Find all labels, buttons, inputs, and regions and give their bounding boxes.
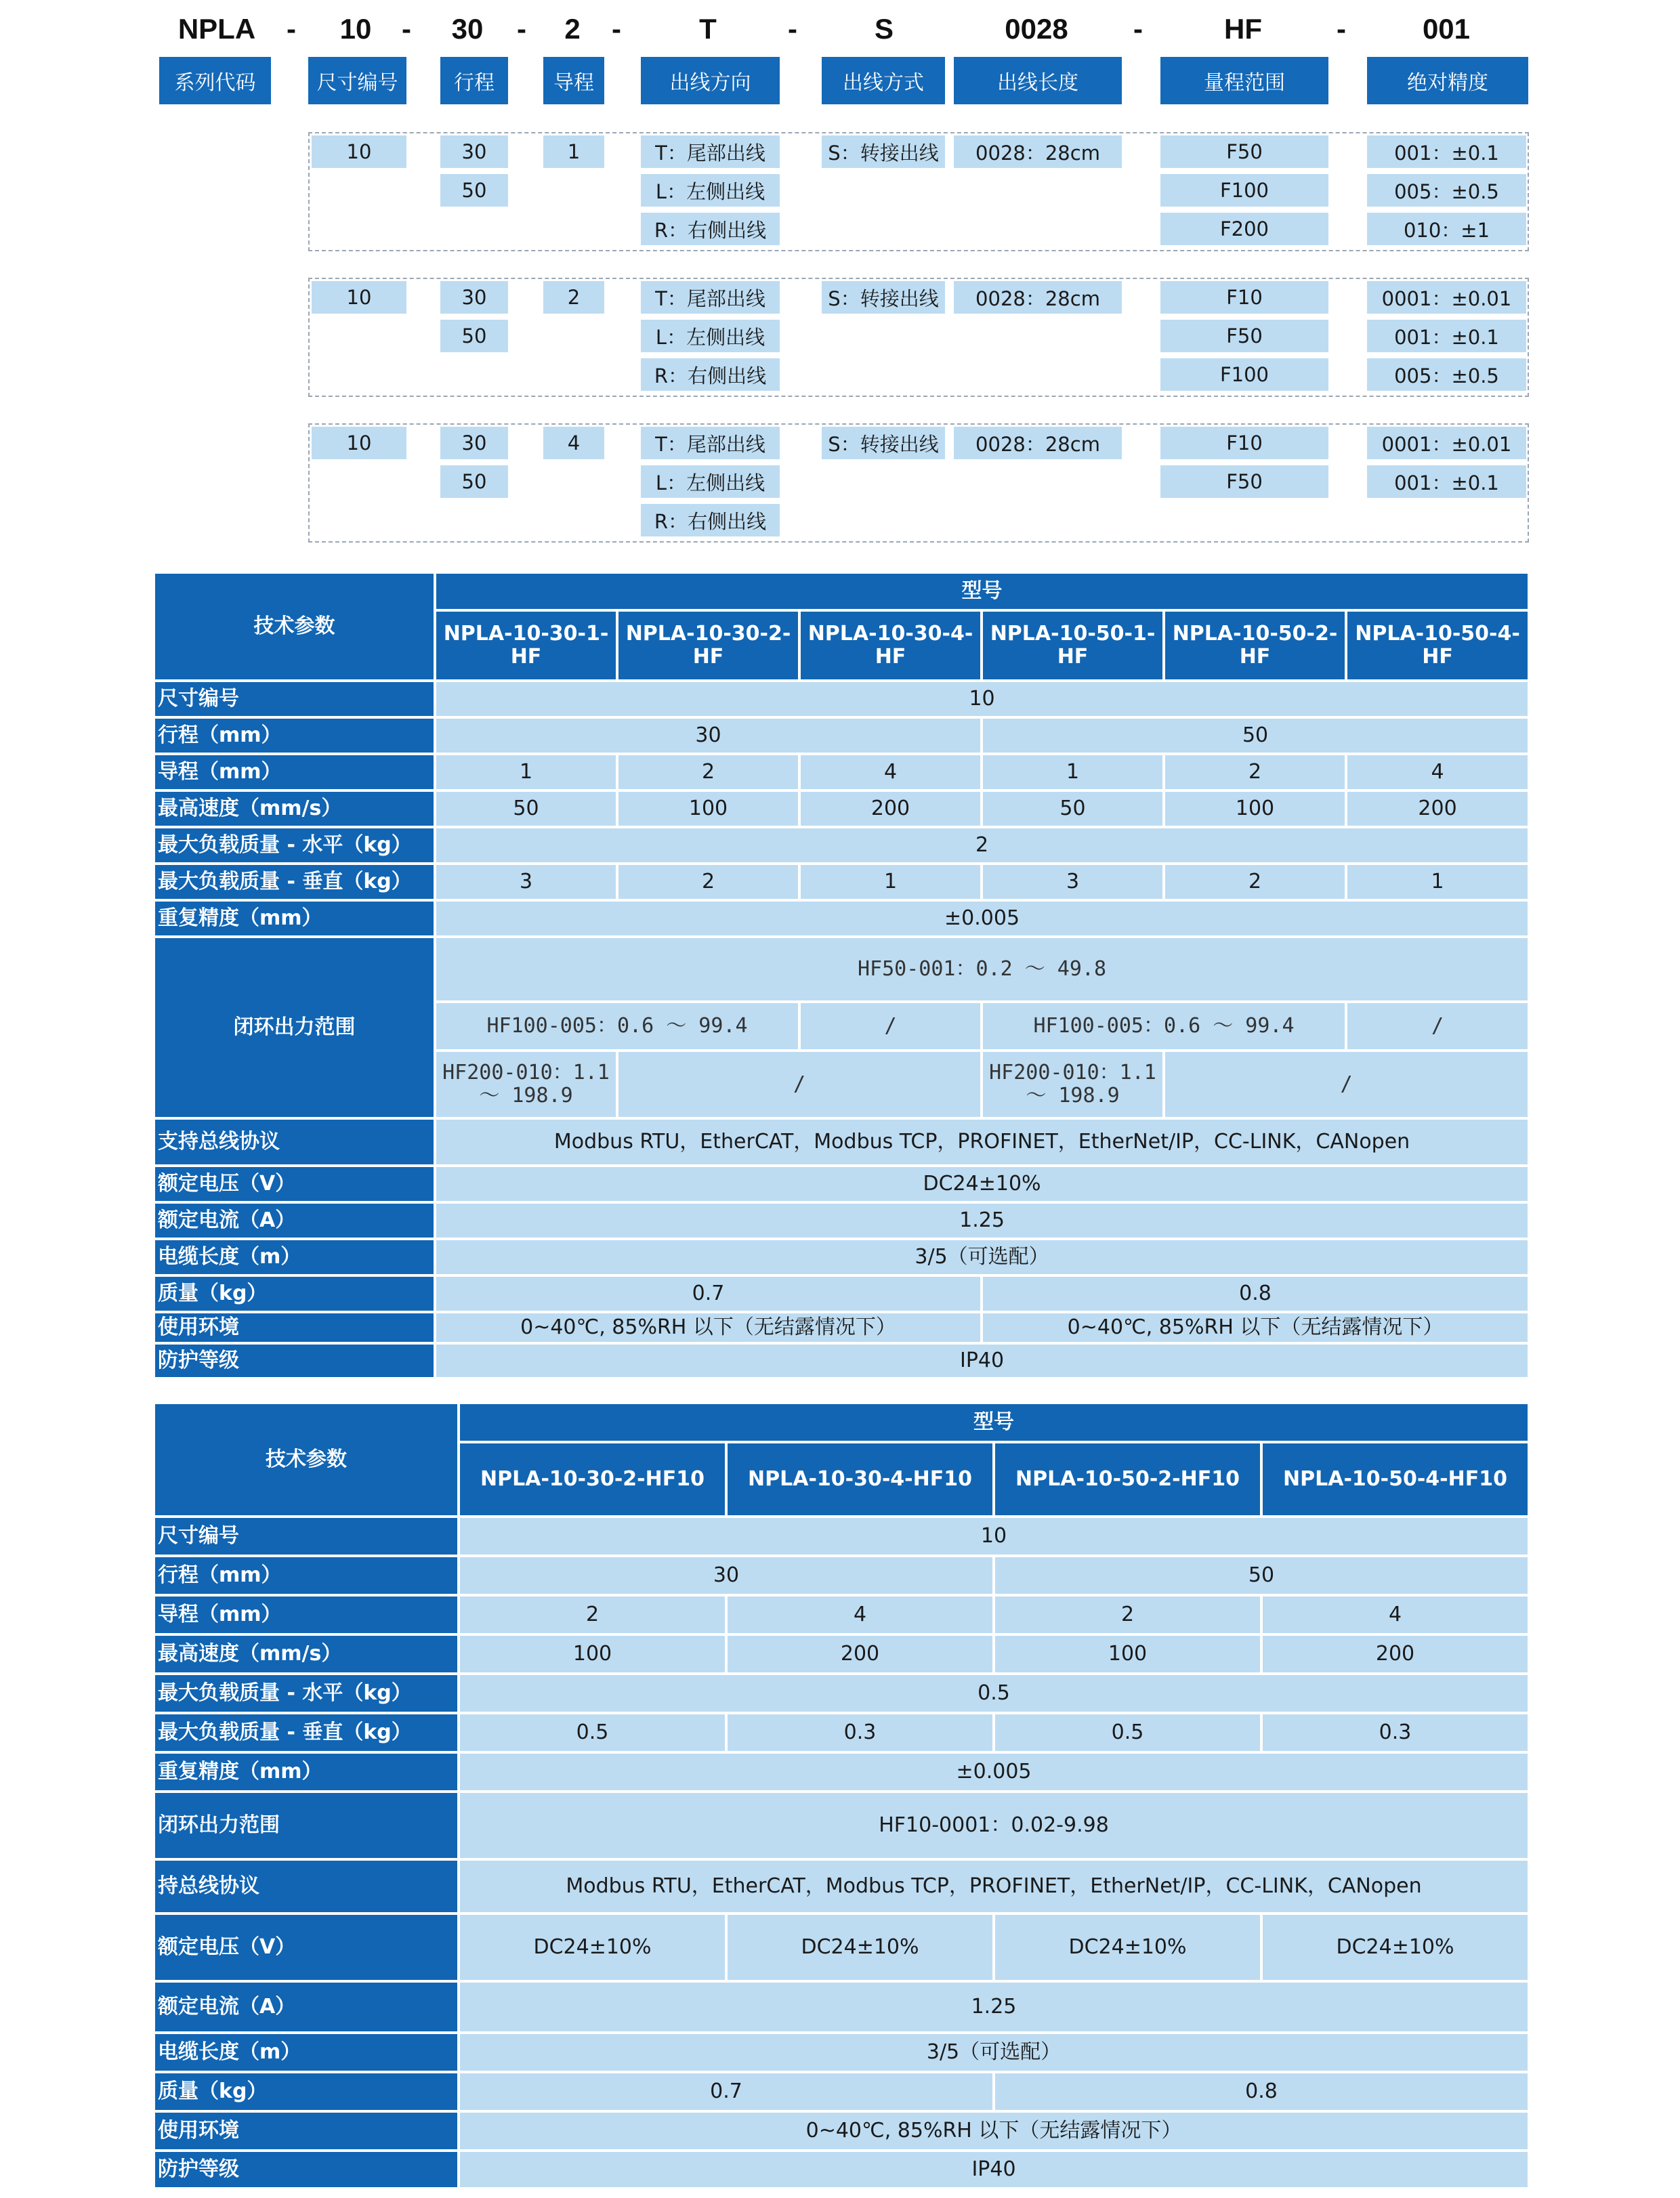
option-direction: T：尾部出线: [641, 427, 780, 459]
option-stroke: 50: [440, 320, 508, 352]
option-direction: L：左侧出线: [641, 465, 780, 498]
option-stroke: 50: [440, 465, 508, 498]
value-force-range: /: [799, 1002, 982, 1051]
model-name: NPLA-10-30-4- HF: [799, 610, 982, 681]
value-load-vertical: 0.3: [1261, 1713, 1529, 1752]
model-name: NPLA-10-30-2- HF: [617, 610, 799, 681]
option-range: F200: [1160, 213, 1328, 245]
value-lead: 4: [1346, 754, 1529, 790]
value-mass: 0.8: [982, 1275, 1529, 1312]
option-direction: L：左侧出线: [641, 174, 780, 207]
option-method: S：转接出线: [822, 281, 945, 314]
value-environment: 0~40℃, 85%RH 以下（无结露情况下）: [459, 2111, 1529, 2151]
code-sep: -: [788, 13, 797, 45]
value-lead: 2: [617, 754, 799, 790]
value-current: 1.25: [435, 1202, 1529, 1239]
value-lead: 4: [1261, 1595, 1529, 1634]
row-label-voltage: 额定电压（V）: [154, 1914, 459, 1981]
row-label-speed: 最高速度（mm/s）: [154, 1634, 459, 1674]
code-method: S: [874, 13, 894, 45]
option-lead: 2: [543, 281, 604, 314]
option-length: 0028：28cm: [954, 281, 1122, 314]
row-label-load-vertical: 最大负载质量 - 垂直（kg）: [154, 1713, 459, 1752]
option-range: F50: [1160, 465, 1328, 498]
value-speed: 100: [459, 1634, 726, 1674]
row-label-current: 额定电流（A）: [154, 1981, 459, 2033]
code-sep: -: [1133, 13, 1143, 45]
option-range: F50: [1160, 135, 1328, 168]
value-force-range: HF200-010：1.1 ～ 198.9: [435, 1051, 617, 1118]
value-repeat-accuracy: ±0.005: [435, 900, 1529, 937]
header-model: 型号: [459, 1403, 1529, 1442]
code-series: NPLA: [177, 13, 256, 45]
option-accuracy: 001：±0.1: [1367, 465, 1526, 498]
value-load-vertical: 0.5: [459, 1713, 726, 1752]
option-direction: T：尾部出线: [641, 135, 780, 168]
spec-table-1: [152, 571, 1530, 1380]
value-mass: 0.8: [994, 2072, 1529, 2111]
value-voltage: DC24±10%: [1261, 1914, 1529, 1981]
value-stroke: 50: [982, 717, 1529, 754]
value-voltage: DC24±10%: [459, 1914, 726, 1981]
header-size: 尺寸编号: [308, 57, 406, 104]
value-force-range: HF200-010：1.1 ～ 198.9: [982, 1051, 1164, 1118]
row-label-load-horizontal: 最大负载质量 - 水平（kg）: [154, 1674, 459, 1713]
option-stroke: 50: [440, 174, 508, 207]
value-load-vertical: 2: [1164, 864, 1346, 900]
row-label-stroke: 行程（mm）: [154, 717, 435, 754]
header-model: 型号: [435, 572, 1529, 610]
option-size: 10: [312, 135, 406, 168]
code-accuracy: 001: [1422, 13, 1471, 45]
code-size: 10: [339, 13, 372, 45]
row-label-voltage: 额定电压（V）: [154, 1166, 435, 1202]
value-load-vertical: 1: [799, 864, 982, 900]
row-label-cable: 电缆长度（m）: [154, 1239, 435, 1275]
value-environment: 0~40℃, 85%RH 以下（无结露情况下）: [982, 1312, 1529, 1343]
header-lead: 导程: [543, 57, 604, 104]
value-speed: 200: [799, 790, 982, 827]
model-name: NPLA-10-50-2- HF: [1164, 610, 1346, 681]
option-direction: R：右侧出线: [641, 358, 780, 391]
value-speed: 100: [994, 1634, 1261, 1674]
option-direction: R：右侧出线: [641, 504, 780, 536]
value-lead: 2: [1164, 754, 1346, 790]
row-label-protection: 防护等级: [154, 1343, 435, 1378]
row-label-stroke: 行程（mm）: [154, 1556, 459, 1595]
value-force-range: /: [617, 1051, 982, 1118]
value-lead: 2: [459, 1595, 726, 1634]
row-label-force-range: 闭环出力范围: [154, 937, 435, 1118]
option-accuracy: 0001：±0.01: [1367, 427, 1526, 459]
value-voltage: DC24±10%: [726, 1914, 994, 1981]
value-lead: 1: [435, 754, 617, 790]
row-label-lead: 导程（mm）: [154, 1595, 459, 1634]
header-stroke: 行程: [440, 57, 508, 104]
row-label-current: 额定电流（A）: [154, 1202, 435, 1239]
value-lead: 4: [799, 754, 982, 790]
value-speed: 100: [617, 790, 799, 827]
row-label-size: 尺寸编号: [154, 681, 435, 717]
option-direction: T：尾部出线: [641, 281, 780, 314]
code-range: HF: [1224, 13, 1262, 45]
code-sep: -: [517, 13, 526, 45]
value-force-range: HF50-001：0.2 ～ 49.8: [435, 937, 1529, 1002]
row-label-force-range: 闭环出力范围: [154, 1792, 459, 1859]
code-sep: -: [287, 13, 296, 45]
option-stroke: 30: [440, 427, 508, 459]
row-label-bus: 支持总线协议: [154, 1118, 435, 1166]
row-label-load-horizontal: 最大负载质量 - 水平（kg）: [154, 827, 435, 864]
value-mass: 0.7: [435, 1275, 982, 1312]
value-voltage: DC24±10%: [994, 1914, 1261, 1981]
value-force-range: HF100-005：0.6 ～ 99.4: [435, 1002, 799, 1051]
row-label-environment: 使用环境: [154, 1312, 435, 1343]
value-voltage: DC24±10%: [435, 1166, 1529, 1202]
value-force-range: HF10-0001：0.02-9.98: [459, 1792, 1529, 1859]
value-load-horizontal: 0.5: [459, 1674, 1529, 1713]
value-load-horizontal: 2: [435, 827, 1529, 864]
value-stroke: 30: [435, 717, 982, 754]
value-load-vertical: 1: [1346, 864, 1529, 900]
value-cable: 3/5（可选配）: [459, 2033, 1529, 2072]
option-range: F10: [1160, 281, 1328, 314]
value-current: 1.25: [459, 1981, 1529, 2033]
value-repeat-accuracy: ±0.005: [459, 1752, 1529, 1792]
row-label-environment: 使用环境: [154, 2111, 459, 2151]
row-label-protection: 防护等级: [154, 2151, 459, 2189]
option-range: F10: [1160, 427, 1328, 459]
value-bus: Modbus RTU，EtherCAT，Modbus TCP，PROFINET，EtherNet/IP，CC-LINK，CANopen: [459, 1859, 1529, 1914]
option-method: S：转接出线: [822, 135, 945, 168]
value-cable: 3/5（可选配）: [435, 1239, 1529, 1275]
code-sep: -: [402, 13, 411, 45]
model-name: NPLA-10-50-2-HF10: [994, 1442, 1261, 1517]
value-force-range: /: [1346, 1002, 1529, 1051]
model-name: NPLA-10-50-4-HF10: [1261, 1442, 1529, 1517]
option-accuracy: 005：±0.5: [1367, 358, 1526, 391]
option-direction: R：右侧出线: [641, 213, 780, 245]
value-speed: 100: [1164, 790, 1346, 827]
row-label-speed: 最高速度（mm/s）: [154, 790, 435, 827]
value-load-vertical: 0.3: [726, 1713, 994, 1752]
code-stroke: 30: [451, 13, 484, 45]
option-accuracy: 001：±0.1: [1367, 320, 1526, 352]
row-label-lead: 导程（mm）: [154, 754, 435, 790]
option-accuracy: 0001：±0.01: [1367, 281, 1526, 314]
row-label-size: 尺寸编号: [154, 1517, 459, 1556]
value-lead: 2: [994, 1595, 1261, 1634]
row-label-mass: 质量（kg）: [154, 1275, 435, 1312]
header-method: 出线方式: [822, 57, 945, 104]
option-size: 10: [312, 281, 406, 314]
header-param: 技术参数: [154, 1403, 459, 1517]
value-force-range: /: [1164, 1051, 1529, 1118]
header-accuracy: 绝对精度: [1367, 57, 1528, 104]
value-speed: 200: [1346, 790, 1529, 827]
value-size: 10: [435, 681, 1529, 717]
value-size: 10: [459, 1517, 1529, 1556]
value-lead: 1: [982, 754, 1164, 790]
value-load-vertical: 2: [617, 864, 799, 900]
value-load-vertical: 3: [982, 864, 1164, 900]
spec-table-2: [152, 1401, 1530, 2190]
value-force-range: HF100-005：0.6 ～ 99.4: [982, 1002, 1346, 1051]
value-environment: 0~40℃, 85%RH 以下（无结露情况下）: [435, 1312, 982, 1343]
option-range: F100: [1160, 174, 1328, 207]
value-load-vertical: 0.5: [994, 1713, 1261, 1752]
row-label-repeat-accuracy: 重复精度（mm）: [154, 900, 435, 937]
code-lead: 2: [564, 13, 581, 45]
code-sep: -: [1337, 13, 1346, 45]
value-protection: IP40: [459, 2151, 1529, 2189]
option-accuracy: 010：±1: [1367, 213, 1526, 245]
value-mass: 0.7: [459, 2072, 994, 2111]
model-name: NPLA-10-50-1- HF: [982, 610, 1164, 681]
value-speed: 50: [435, 790, 617, 827]
row-label-cable: 电缆长度（m）: [154, 2033, 459, 2072]
header-series-code: 系列代码: [159, 57, 271, 104]
model-name: NPLA-10-30-4-HF10: [726, 1442, 994, 1517]
value-load-vertical: 3: [435, 864, 617, 900]
row-label-repeat-accuracy: 重复精度（mm）: [154, 1752, 459, 1792]
option-direction: L：左侧出线: [641, 320, 780, 352]
value-stroke: 50: [994, 1556, 1529, 1595]
row-label-load-vertical: 最大负载质量 - 垂直（kg）: [154, 864, 435, 900]
option-accuracy: 005：±0.5: [1367, 174, 1526, 207]
row-label-mass: 质量（kg）: [154, 2072, 459, 2111]
row-label-bus: 持总线协议: [154, 1859, 459, 1914]
option-stroke: 30: [440, 281, 508, 314]
option-length: 0028：28cm: [954, 135, 1122, 168]
value-speed: 200: [726, 1634, 994, 1674]
code-length: 0028: [1005, 13, 1068, 45]
header-param: 技术参数: [154, 572, 435, 681]
model-name: NPLA-10-50-4- HF: [1346, 610, 1529, 681]
model-name: NPLA-10-30-2-HF10: [459, 1442, 726, 1517]
header-direction: 出线方向: [641, 57, 780, 104]
option-stroke: 30: [440, 135, 508, 168]
option-lead: 1: [543, 135, 604, 168]
value-protection: IP40: [435, 1343, 1529, 1378]
value-stroke: 30: [459, 1556, 994, 1595]
code-sep: -: [612, 13, 621, 45]
option-range: F100: [1160, 358, 1328, 391]
value-speed: 200: [1261, 1634, 1529, 1674]
value-lead: 4: [726, 1595, 994, 1634]
option-lead: 4: [543, 427, 604, 459]
option-method: S：转接出线: [822, 427, 945, 459]
code-direction: T: [699, 13, 717, 45]
header-range: 量程范围: [1160, 57, 1328, 104]
option-size: 10: [312, 427, 406, 459]
value-bus: Modbus RTU，EtherCAT，Modbus TCP，PROFINET，EtherNet/IP，CC-LINK，CANopen: [435, 1118, 1529, 1166]
value-speed: 50: [982, 790, 1164, 827]
model-name: NPLA-10-30-1- HF: [435, 610, 617, 681]
option-length: 0028：28cm: [954, 427, 1122, 459]
header-length: 出线长度: [954, 57, 1122, 104]
option-accuracy: 001：±0.1: [1367, 135, 1526, 168]
option-range: F50: [1160, 320, 1328, 352]
